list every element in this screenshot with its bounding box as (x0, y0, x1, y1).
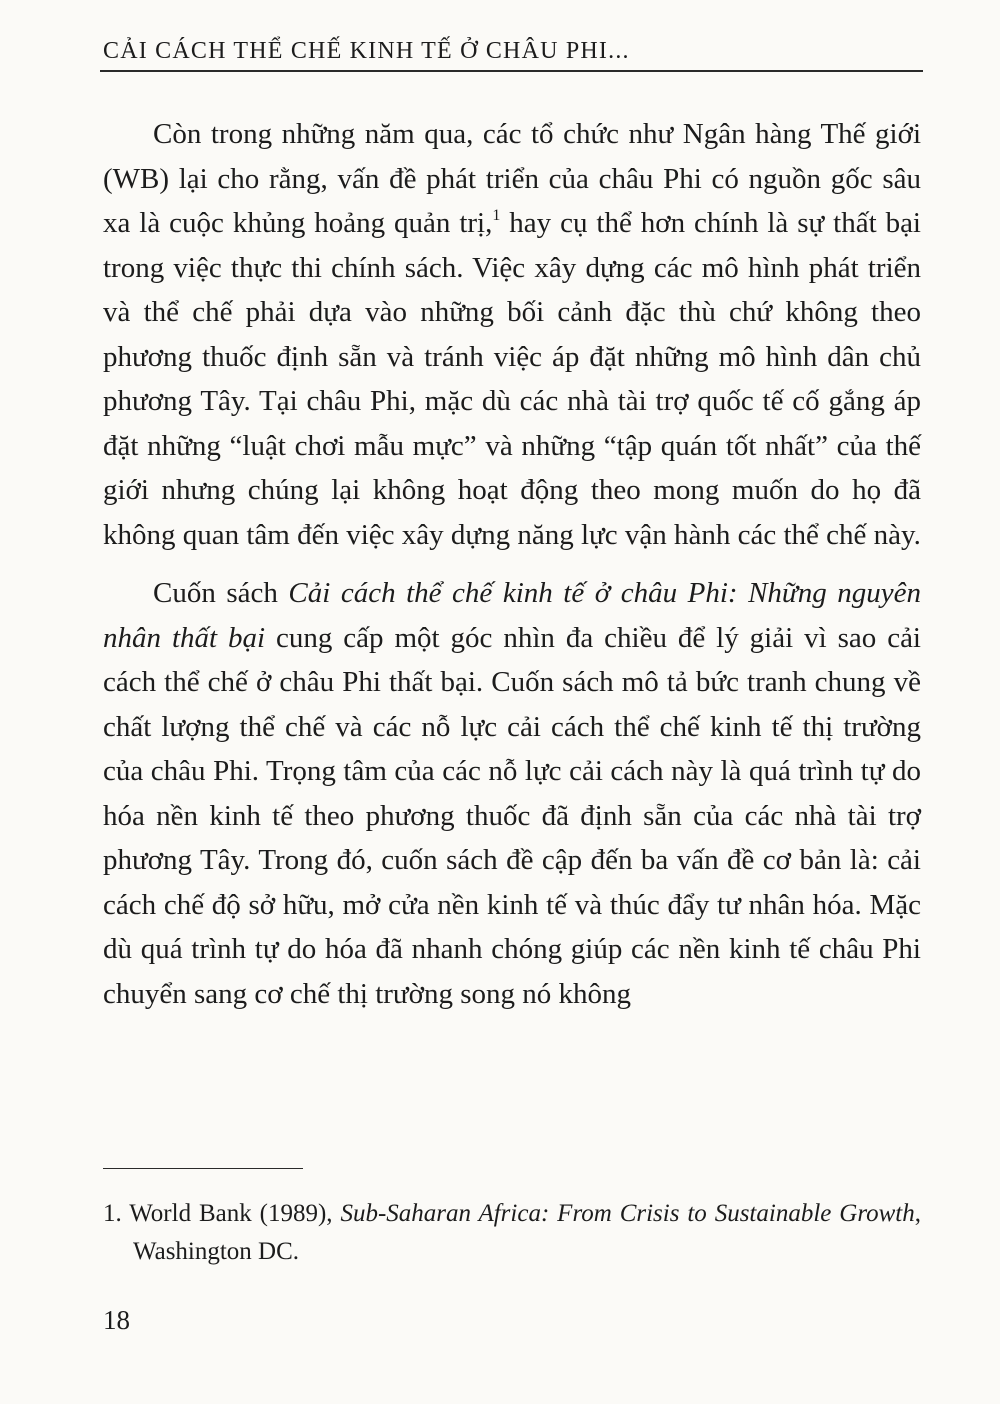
footnote (103, 1195, 921, 1271)
paragraph-2-text-b: cung cấp một góc nhìn đa chiều để lý giải vì sao cải cách thể chế ở châu Phi thất bại. Cuốn sách mô tả bức tranh chung về chất lượng thể chế và các nỗ lực cải cách thể chế kinh tế thị trường của châu Phi. Trọng tâm của các nỗ lực cải cách này là quá trình tự do hóa nền kinh tế theo phương thuốc đã định sẵn của các nhà tài trợ phương Tây. Trong đó, cuốn sách đề cập đến ba vấn đề cơ bản là: cải cách chế độ sở hữu, mở cửa nền kinh tế và thúc đẩy tư nhân hóa. Mặc dù quá trình tự do hóa đã nhanh chóng giúp các nền kinh tế châu Phi chuyển sang cơ chế thị trường song nó không (103, 621, 921, 1010)
footnote-text-a: World Bank (1989), (121, 1200, 341, 1227)
footnote-rule (103, 1168, 303, 1169)
running-header: CẢI CÁCH THỂ CHẾ KINH TẾ Ở CHÂU PHI... (103, 38, 630, 64)
paragraph-2 (103, 571, 921, 1016)
paragraph-1-text-b: hay cụ thể hơn chính là sự thất bại trong việc thực thi chính sách. Việc xây dựng các mô hình phát triển và thể chế phải dựa vào những bối cảnh đặc thù chứ không theo phương thuốc định sẵn và tránh việc áp đặt những mô hình dân chủ phương Tây. Tại châu Phi, mặc dù các nhà tài trợ quốc tế cố gắng áp đặt những “luật chơi mẫu mực” và những “tập quán tốt nhất” của thế giới nhưng chúng lại không hoạt động theo mong muốn do họ đã không quan tâm đến việc xây dựng năng lực vận hành các thể chế này. (103, 207, 921, 551)
paragraph-2-text-a: Cuốn sách (153, 577, 289, 609)
paragraph-1 (103, 112, 921, 557)
book-title: Cải cách thể chế kinh tế ở châu Phi: Những nguyên nhân thất bại (103, 577, 921, 654)
header-rule (100, 70, 923, 72)
page-number: 18 (103, 1305, 130, 1335)
main-text (103, 112, 921, 1016)
footnote-reference: 1 (492, 207, 501, 224)
footnote-title: Sub-Saharan Africa: From Crisis to Sustainable Growth (340, 1200, 915, 1227)
paragraph-1-text-a: Còn trong những năm qua, các tổ chức như Ngân hàng Thế giới (WB) lại cho rằng, vấn đề phát triển của châu Phi có nguồn gốc sâu xa là cuộc khủng hoảng quản trị, (103, 118, 921, 239)
footnote-number: 1. (103, 1200, 122, 1227)
footnote-text-b: , Washington DC. (133, 1200, 921, 1265)
